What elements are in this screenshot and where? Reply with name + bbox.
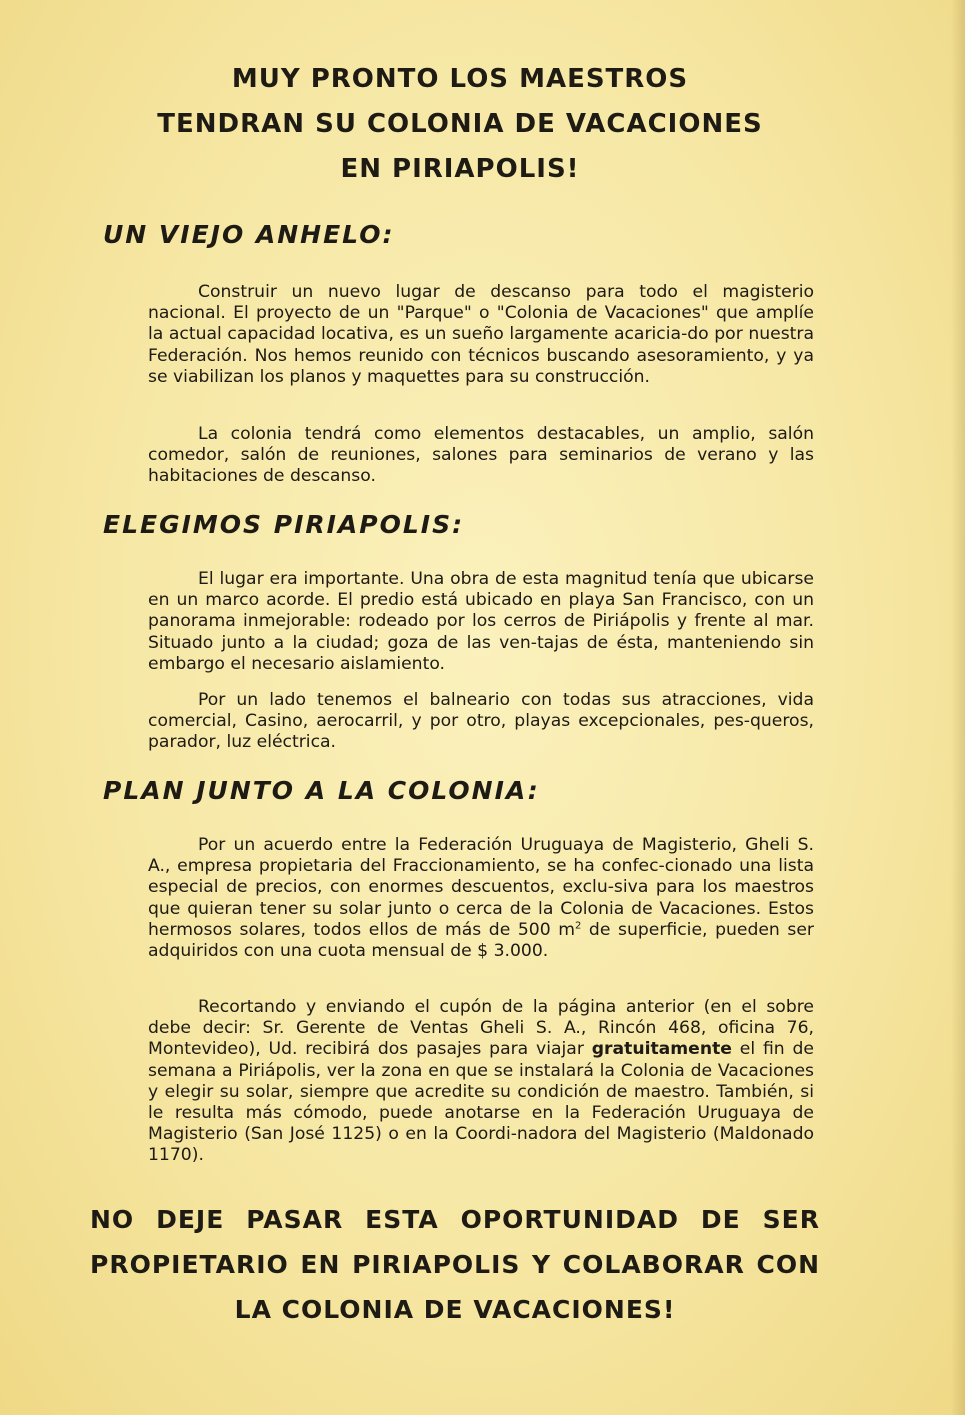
- headline-line: TENDRAN SU COLONIA DE VACACIONES: [157, 109, 763, 139]
- paragraph-text: Recortando y enviando el cupón de la página anterior (en el sobre debe decir: Sr. Gerente de Ventas Gheli S. A., Rincón 468, oficina 76, Montevideo), Ud. recibirá dos pasajes para viajar: [148, 997, 814, 1060]
- closing-line: PROPIETARIO EN PIRIAPOLIS Y COLABORAR CON: [90, 1250, 820, 1279]
- paragraph: El lugar era importante. Una obra de esta magnitud tenía que ubicarse en un marco acorde. El predio está ubicado en playa San Francisco, con un panorama inmejorable: rodeado por los cerros de Piriápolis y frente al mar. Situado junto a la ciudad; goza de las ven-tajas de ésta, manteniendo sin embargo el necesario aislamiento.: [148, 569, 814, 674]
- section-heading-plan-junto: PLAN JUNTO A LA COLONIA:: [103, 776, 540, 805]
- paragraph-text: el fin de semana a Piriápolis, ver la zona en que se instalará la Colonia de Vacaciones y elegir su solar, siempre que acredite su condición de maestro. También, si le resulta más cómodo, puede anotarse en la Federación Uruguaya de Magisterio (San José 1125) o en la Coordi-nadora del Magisterio (Maldonado 1170).: [148, 1039, 814, 1166]
- headline-line: MUY PRONTO LOS MAESTROS: [231, 64, 689, 94]
- superscript: 2: [574, 920, 582, 932]
- closing-line: NO DEJE PASAR ESTA OPORTUNIDAD DE SER: [90, 1205, 820, 1234]
- closing-line: LA COLONIA DE VACACIONES!: [234, 1295, 676, 1324]
- paragraph: La colonia tendrá como elementos destacables, un amplio, salón comedor, salón de reuniones, salones para seminarios de verano y las habitaciones de descanso.: [148, 424, 814, 487]
- paragraph: [148, 997, 814, 1167]
- paragraph: Construir un nuevo lugar de descanso para todo el magisterio nacional. El proyecto de un "Parque" o "Colonia de Vacaciones" que amplíe la actual capacidad locativa, es un sueño largamente acaricia-do por nuestra Federación. Nos hemos reunido con técnicos buscando asesoramiento, y ya se viabilizan los planos y maquettes para su construcción.: [148, 282, 814, 387]
- closing-headline: [90, 1197, 820, 1332]
- section-heading-viejo-anhelo: UN VIEJO ANHELO:: [103, 220, 395, 249]
- headline-line: EN PIRIAPOLIS!: [340, 154, 580, 184]
- section-heading-elegimos-piriapolis: ELEGIMOS PIRIAPOLIS:: [103, 510, 465, 539]
- paragraph-text: de superficie, pueden ser adquiridos con una cuota mensual de $ 3.000.: [148, 919, 814, 962]
- main-headline: [80, 57, 840, 192]
- paragraph-text: Por un acuerdo entre la Federación Uruguaya de Magisterio, Gheli S. A., empresa propietaria del Fraccionamiento, se ha confec-cionado una lista especial de precios, con enormes descuentos, exclu-siva para los maestros que quieran tener su solar junto o cerca de la Colonia de Vacaciones. Estos hermosos solares, todos ellos de más de 500 m: [148, 835, 814, 940]
- paragraph: [148, 835, 814, 962]
- bold-emphasis: gratuitamente: [591, 1039, 732, 1060]
- paragraph: Por un lado tenemos el balneario con todas sus atracciones, vida comercial, Casino, aerocarril, y por otro, playas excepcionales, pes-queros, parador, luz eléctrica.: [148, 690, 814, 753]
